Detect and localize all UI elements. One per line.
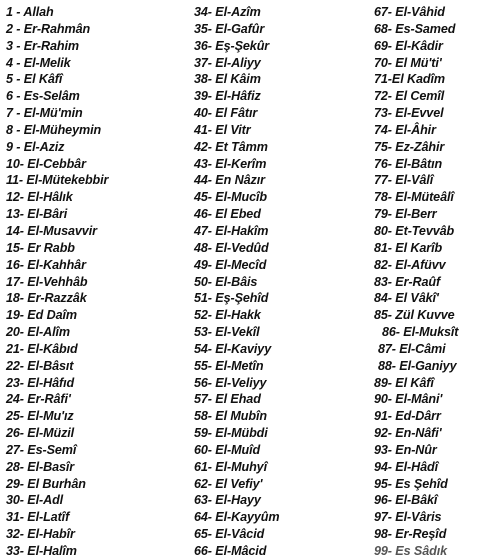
name-entry: 89- El Kâfî xyxy=(374,375,434,390)
name-entry: 64- El-Kayyûm xyxy=(194,510,280,525)
name-entry: 15- Er Rabb xyxy=(6,240,75,255)
name-entry: 48- El-Vedûd xyxy=(194,240,269,255)
name-entry: 62- El Vefiy' xyxy=(194,476,263,491)
name-entry: 13- El-Bâri xyxy=(6,207,68,222)
name-entry: 79- El-Berr xyxy=(374,207,437,222)
name-entry: 22- El-Bâsıt xyxy=(6,358,74,373)
name-entry: 94- El-Hâdî xyxy=(374,459,438,474)
name-entry: 81- El Karîb xyxy=(374,240,443,255)
name-entry: 72- El Cemîl xyxy=(374,89,445,104)
name-entry: 96- El-Bâkî xyxy=(374,493,438,508)
name-entry: 19- Ed Daîm xyxy=(6,308,77,323)
name-entry: 65- El-Vâcid xyxy=(194,527,265,542)
name-entry: 41- El Vitr xyxy=(194,122,251,137)
name-entry: 51- Eş-Şehîd xyxy=(194,291,269,306)
name-entry: 43- El-Kerîm xyxy=(194,156,267,171)
name-entry: 67- El-Vâhid xyxy=(374,5,445,19)
name-entry: 57- El Ehad xyxy=(194,392,261,407)
name-entry: 16- El-Kahhâr xyxy=(6,257,86,272)
name-entry: 24- Er-Râfi' xyxy=(6,392,71,407)
name-entry: 61- El-Muhyî xyxy=(194,459,267,474)
name-entry: 91- Ed-Dârr xyxy=(374,409,441,424)
names-column-3 xyxy=(370,0,480,560)
name-entry: 17- El-Vehhâb xyxy=(6,274,88,289)
name-entry: 99- Es Sâdık xyxy=(374,544,448,558)
name-entry: 90- El-Mâni' xyxy=(374,392,443,407)
name-entry: 9 - El-Aziz xyxy=(6,139,65,154)
name-entry: 70- El Mü'ti' xyxy=(374,55,442,70)
name-entry: 82- El-Afüvv xyxy=(374,257,446,272)
name-entry: 14- El-Musavvir xyxy=(6,223,97,238)
name-entry: 84- El Vâkî' xyxy=(374,291,439,306)
name-entry: 55- El-Metîn xyxy=(194,358,264,373)
name-entry: 11- El-Mütekebbir xyxy=(6,173,109,188)
name-entry: 50- El-Bâis xyxy=(194,274,258,289)
name-entry: 12- El-Hâlık xyxy=(6,190,73,205)
name-entry: 7 - El-Mü'min xyxy=(6,106,83,121)
name-entry: 29- El Burhân xyxy=(6,476,86,491)
name-entry: 26- El-Müzil xyxy=(6,426,75,441)
name-entry: 2 - Er-Rahmân xyxy=(6,21,91,36)
name-entry: 33- El-Halîm xyxy=(6,544,77,558)
name-entry: 21- El-Kâbıd xyxy=(6,341,78,356)
names-column-1 xyxy=(0,0,190,560)
name-entry: 5 - El Kâfî xyxy=(6,72,63,87)
name-entry: 75- Ez-Zâhir xyxy=(374,139,445,154)
name-entry: 92- En-Nâfi' xyxy=(374,426,442,441)
name-entry: 71-El Kadîm xyxy=(374,72,445,87)
name-entry: 59- El-Mübdi xyxy=(194,426,268,441)
name-entry: 35- El-Gafûr xyxy=(194,21,265,36)
name-entry: 1 - Allah xyxy=(6,5,54,19)
name-entry: 95- Es Şehîd xyxy=(374,476,448,491)
names-column-2 xyxy=(190,0,370,560)
name-entry: 10- El-Cebbâr xyxy=(6,156,86,171)
name-entry: 44- En Nâzır xyxy=(194,173,265,188)
name-entry: 38- El Kâim xyxy=(194,72,261,87)
name-entry: 3 - Er-Rahim xyxy=(6,38,79,53)
name-entry: 32- El-Habîr xyxy=(6,527,75,542)
name-entry: 46- El Ebed xyxy=(194,207,261,222)
name-entry: 27- Es-Semî xyxy=(6,442,77,457)
name-entry: 69- El-Kâdir xyxy=(374,38,443,53)
name-entry: 56- El-Veliyy xyxy=(194,375,267,390)
name-entry: 30- El-Adl xyxy=(6,493,64,508)
name-entry: 20- El-Alîm xyxy=(6,325,70,340)
name-entry: 85- Zül Kuvve xyxy=(374,308,455,323)
name-entry: 54- El-Kaviyy xyxy=(194,341,272,356)
name-entry: 39- El-Hâfiz xyxy=(194,89,261,104)
name-entry: 37- El-Aliyy xyxy=(194,55,261,70)
name-entry: 68- Es-Samed xyxy=(374,21,456,36)
name-entry: 74- El-Âhir xyxy=(374,122,436,137)
name-entry: 34- El-Azîm xyxy=(194,5,261,19)
name-entry: 73- El-Evvel xyxy=(374,106,444,121)
name-entry: 83- Er-Raûf xyxy=(374,274,441,289)
name-entry: 53- El-Vekîl xyxy=(194,325,260,340)
name-entry: 76- El-Bâtın xyxy=(374,156,443,171)
name-entry: 66- El-Mâcid xyxy=(194,544,267,558)
name-entry: 63- El-Hayy xyxy=(194,493,261,508)
name-entry: 23- El-Hâfıd xyxy=(6,375,75,390)
name-entry: 28- El-Basîr xyxy=(6,459,75,474)
name-entry: 49- El-Mecîd xyxy=(194,257,267,272)
name-entry: 8 - El-Müheymin xyxy=(6,122,102,137)
name-entry: 88- El-Ganiyy xyxy=(378,358,457,373)
name-entry: 97- El-Vâris xyxy=(374,510,442,525)
name-entry: 42- Et Tâmm xyxy=(194,139,268,154)
name-entry: 6 - Es-Selâm xyxy=(6,89,80,104)
name-entry: 45- El-Mucîb xyxy=(194,190,267,205)
name-entry: 31- El-Latîf xyxy=(6,510,70,525)
name-entry: 93- En-Nûr xyxy=(374,442,437,457)
name-entry: 98- Er-Reşîd xyxy=(374,527,447,542)
name-entry: 60- El-Muîd xyxy=(194,442,261,457)
name-entry: 40- El Fâtır xyxy=(194,106,258,121)
name-entry: 18- Er-Razzâk xyxy=(6,291,87,306)
name-entry: 58- El Mubîn xyxy=(194,409,267,424)
name-entry: 25- El-Mu'ız xyxy=(6,409,74,424)
name-entry: 4 - El-Melik xyxy=(6,55,71,70)
name-entry: 86- El-Muksît xyxy=(382,325,459,340)
name-entry: 80- Et-Tevvâb xyxy=(374,223,455,238)
name-entry: 77- El-Vâlî xyxy=(374,173,434,188)
name-entry: 52- El-Hakk xyxy=(194,308,261,323)
name-entry: 47- El-Hakîm xyxy=(194,223,269,238)
name-entry: 78- El-Müteâlî xyxy=(374,190,454,205)
name-entry: 36- Eş-Şekûr xyxy=(194,38,270,53)
name-entry: 87- El-Câmi xyxy=(378,341,446,356)
